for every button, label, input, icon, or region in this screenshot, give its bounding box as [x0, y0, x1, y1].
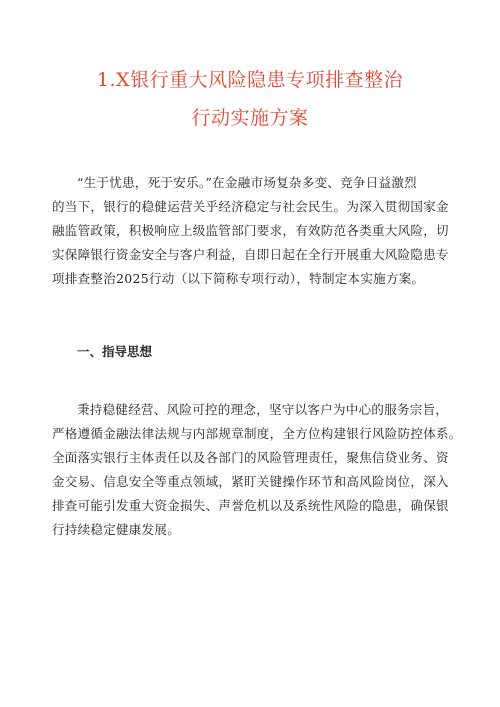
intro-line: 的当下，银行的稳健运营关乎经济稳定与社会民生。为深入贯彻国家金: [52, 199, 449, 214]
paragraph-line: 严格遵循金融法律法规与内部规章制度，全方位构建银行风险防控体系。: [52, 426, 462, 441]
section-heading-guiding-principle: 一、指导思想: [77, 344, 153, 359]
paragraph-line: 排查可能引发重大资金损失、声誉危机以及系统性风险的隐患，确保银: [52, 498, 449, 513]
intro-line: “生于忧患，死于安乐。”在金融市场复杂多变、竞争日益激烈: [77, 175, 417, 190]
document-title-line-1: 1.X银行重大风险隐患专项排查整治: [96, 69, 404, 91]
guiding-principle-paragraph: [52, 398, 462, 542]
intro-line: 实保障银行资金安全与客户利益，自即日起在全行开展重大风险隐患专: [52, 247, 449, 262]
paragraph-line: 金交易、信息安全等重点领域，紧盯关键操作环节和高风险岗位，深入: [52, 474, 449, 489]
document-title-line-2: 行动实施方案: [191, 107, 309, 129]
intro-paragraph: [52, 171, 448, 291]
paragraph-line: 秉持稳健经营、风险可控的理念，坚守以客户为中心的服务宗旨，: [77, 402, 449, 417]
paragraph-line: 全面落实银行主体责任以及各部门的风险管理责任，聚焦信贷业务、资: [52, 450, 449, 465]
paragraph-line: 行持续稳定健康发展。: [52, 522, 181, 537]
intro-line: 项排查整治2025行动（以下简称专项行动），特制定本实施方案。: [52, 271, 425, 286]
intro-line: 融监管政策，积极响应上级监管部门要求，有效防范各类重大风险，切: [52, 223, 449, 238]
